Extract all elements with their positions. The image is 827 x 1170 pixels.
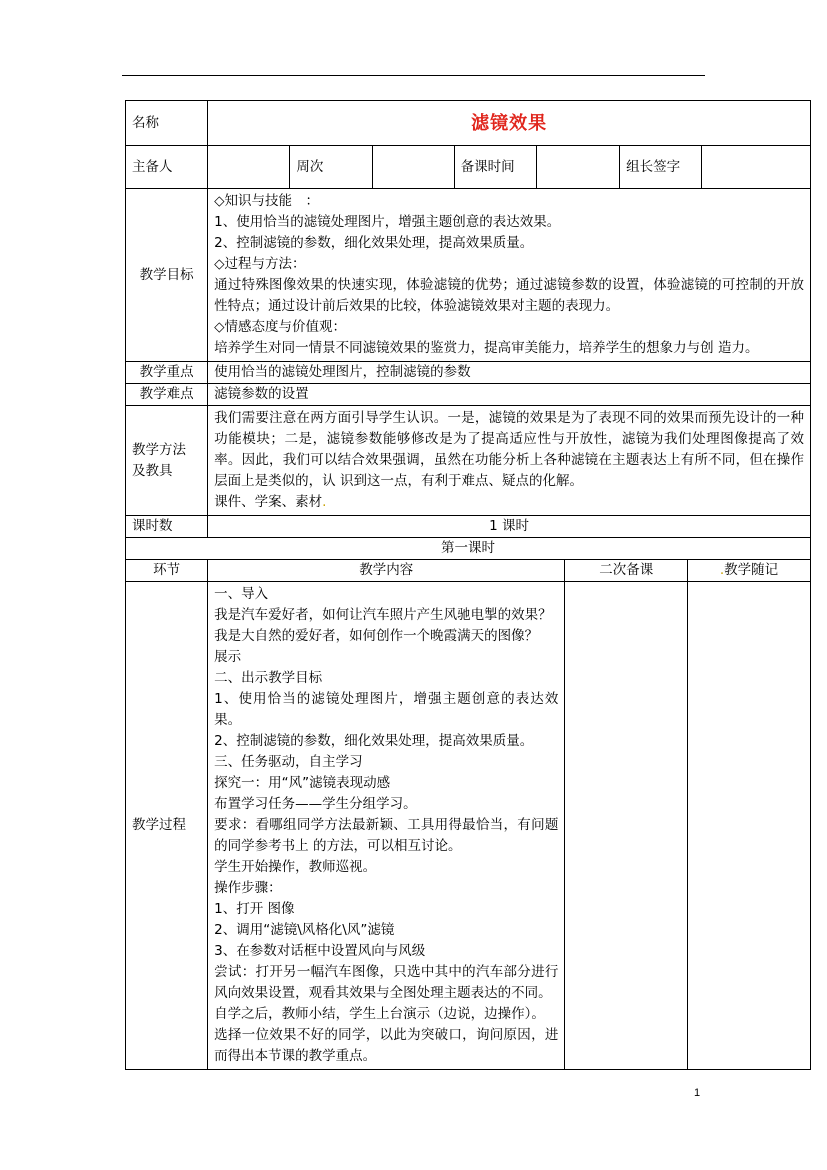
process-line: 探究一：用“风”滤镜表现动感 xyxy=(214,775,391,791)
title-label-cell xyxy=(126,101,208,146)
hours-row xyxy=(126,516,811,538)
prep-time-value xyxy=(536,146,619,189)
methods-label: 教学方法 xyxy=(132,441,186,458)
process-line: 要求：看哪组同学方法最新颖、工具用得最恰当，有问题的同学参考书上 的方法，可以相互讨论。 xyxy=(214,817,559,854)
methods-row xyxy=(126,406,811,516)
process-row xyxy=(126,582,811,1070)
process-content xyxy=(208,582,565,1070)
lesson-title: 滤镜效果 xyxy=(208,101,811,146)
key-point-text: 使用恰当的滤镜处理图片，控制滤镜的参数 xyxy=(208,362,811,384)
goals-line: 1、使用恰当的滤镜处理图片，增强主题创意的表达效果。 xyxy=(214,214,561,230)
methods-tools-mark: . xyxy=(322,494,327,510)
process-line: 2、控制滤镜的参数，细化效果处理，提高效果质量。 xyxy=(214,733,534,749)
col-notes-label: 教学随记 xyxy=(724,562,779,578)
process-second-prep xyxy=(565,582,688,1070)
methods-tools-text: 课件、学案、素材 xyxy=(214,494,323,510)
difficulty-text: 滤镜参数的设置 xyxy=(208,384,811,406)
difficulty-label: 教学难点 xyxy=(126,384,208,406)
preparer-value xyxy=(208,146,290,189)
difficulty-row xyxy=(126,384,811,406)
goals-line: ◇过程与方法： xyxy=(214,256,306,272)
methods-paragraph: 我们需要注意在两方面引导学生认识。一是，滤镜的效果是为了表现不同的效果而预先设计的一种功能模块；二是，滤镜参数能够修改是为了提高适应性与开放性，滤镜为我们处理图像提高了效率。因此，我们可以结合效果强调，虽然在功能分析上各种滤镜在主题表达上有所不同，但在操作层面上是类似的，认 识到这一点，有利于难点、疑点的化解。 xyxy=(214,410,804,489)
process-label: 教学过程 xyxy=(126,582,208,1070)
goals-line: 培养学生对同一情景不同滤镜效果的鉴赏力，提高审美能力，培养学生的想象力与创 造力。 xyxy=(214,340,759,356)
goals-line: 2、控制滤镜的参数，细化效果处理，提高效果质量。 xyxy=(214,235,534,251)
col-content: 教学内容 xyxy=(208,560,565,582)
goals-label: 教学目标 xyxy=(126,189,208,362)
key-point-label: 教学重点 xyxy=(126,362,208,384)
process-line: 1、使用恰当的滤镜处理图片，增强主题创意的表达效果。 xyxy=(214,691,559,728)
process-line: 一、导入 xyxy=(214,586,269,602)
info-row xyxy=(126,146,811,189)
title-label: 名称 xyxy=(132,114,159,131)
session-row xyxy=(126,538,811,560)
page-number: 1 xyxy=(694,1087,701,1099)
session-title: 第一课时 xyxy=(126,538,811,560)
goals-content xyxy=(208,189,811,362)
methods-content xyxy=(208,406,811,516)
process-line: 三、任务驱动，自主学习 xyxy=(214,754,363,770)
goals-line: 通过特殊图像效果的快速实现，体验滤镜的优势；通过滤镜参数的设置，体验滤镜的可控制的开放性特点；通过设计前后效果的比较，体验滤镜效果对主题的表现力。 xyxy=(214,277,804,314)
process-line: 选择一位效果不好的同学，以此为突破口，询问原因，进而得出本节课的教学重点。 xyxy=(214,1027,559,1064)
lesson-plan-table xyxy=(125,100,811,1070)
week-label: 周次 xyxy=(290,146,372,189)
process-line: 我是汽车爱好者，如何让汽车照片产生风驰电掣的效果？ xyxy=(214,607,552,623)
process-line: 1、打开 图像 xyxy=(214,901,295,917)
col-stage: 环节 xyxy=(126,560,208,582)
methods-tools xyxy=(214,492,804,513)
process-line: 二、出示教学目标 xyxy=(214,670,323,686)
methods-label-cell xyxy=(126,406,208,516)
col-notes-mark: . xyxy=(719,562,725,578)
column-header-row xyxy=(126,560,811,582)
header-rule xyxy=(122,75,705,76)
process-line: 布置学习任务——学生分组学习。 xyxy=(214,796,417,812)
col-second-prep: 二次备课 xyxy=(565,560,688,582)
process-line: 3、在参数对话框中设置风向与风级 xyxy=(214,943,426,959)
methods-label: 及教具 xyxy=(132,462,173,479)
process-line: 2、调用“滤镜\风格化\风”滤镜 xyxy=(214,922,395,938)
process-line: 学生开始操作，教师巡视。 xyxy=(214,859,377,875)
process-notes xyxy=(688,582,811,1070)
preparer-label: 主备人 xyxy=(126,146,208,189)
leader-sign-label: 组长签字 xyxy=(620,146,702,189)
goals-line: ◇情感态度与价值观： xyxy=(214,319,347,335)
process-line: 尝试：打开另一幅汽车图像，只选中其中的汽车部分进行风向效果设置，观看其效果与全图处理主题表达的不同。 xyxy=(214,964,559,1001)
goals-row xyxy=(126,189,811,362)
key-point-row xyxy=(126,362,811,384)
title-row xyxy=(126,101,811,146)
prep-time-label: 备课时间 xyxy=(454,146,536,189)
process-line: 展示 xyxy=(214,649,242,665)
week-value xyxy=(372,146,454,189)
hours-label: 课时数 xyxy=(126,516,208,538)
leader-sign-value xyxy=(702,146,811,189)
process-line: 我是大自然的爱好者，如何创作一个晚霞满天的图像？ xyxy=(214,628,539,644)
hours-value: 1 课时 xyxy=(208,516,811,538)
process-line: 自学之后，教师小结，学生上台演示（边说，边操作）。 xyxy=(214,1006,545,1022)
col-notes xyxy=(688,560,811,582)
goals-line: ◇知识与技能 ： xyxy=(214,193,320,209)
process-line: 操作步骤： xyxy=(214,880,282,896)
